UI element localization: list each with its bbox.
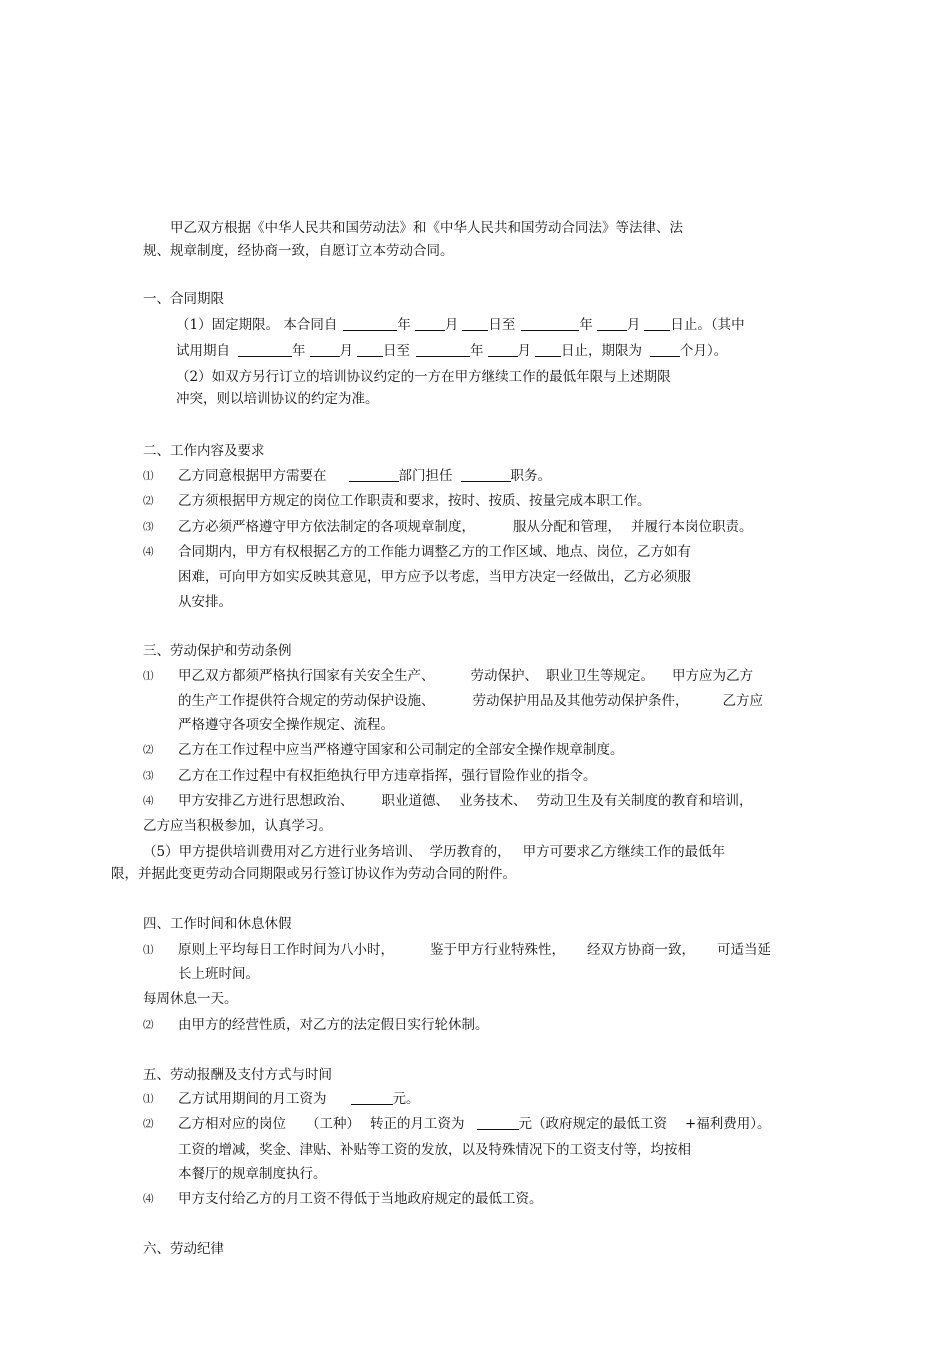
blank-probation-end-month[interactable] (488, 342, 518, 357)
term-fixed-line: （1）固定期限。 本合同自 年 月 日至 年 月 日止。（其中 (176, 317, 745, 333)
pay-item-2-line-3: 本餐厅的规章制度执行。 (178, 1166, 327, 1182)
item-number: ⑴ (143, 944, 154, 956)
work-item-4-line-2: 困难，可向甲方如实反映其意见，甲方应予以考虑，当甲方决定一经做出，乙方必须服 (178, 569, 691, 585)
blank-probation-months[interactable] (650, 342, 680, 357)
item-number: ⑴ (143, 1093, 154, 1105)
item-number: ⑶ (143, 521, 154, 533)
section-heading-term: 一、合同期限 (143, 291, 224, 307)
term-training-line-1: （2）如双方另行订立的培训协议约定的一方在甲方继续工作的最低年限与上述期限 (176, 369, 671, 385)
blank-end-day[interactable] (644, 316, 670, 331)
pay-item-4: 甲方支付给乙方的月工资不得低于当地政府规定的最低工资。 (178, 1191, 543, 1207)
item-number: ⑴ (143, 670, 154, 682)
pay-item-1: 乙方试用期间的月工资为 元。 (178, 1091, 420, 1107)
blank-probation-end-day[interactable] (535, 342, 561, 357)
intro-line-2: 规、规章制度，经协商一致，自愿订立本劳动合同。 (143, 243, 454, 259)
hours-item-2: 由甲方的经营性质，对乙方的法定假日实行轮休制。 (178, 1017, 489, 1033)
protection-item-4-line-2: 乙方应当积极参加，认真学习。 (143, 818, 332, 834)
item-number: ⑵ (143, 1019, 154, 1031)
blank-probation-end-year[interactable] (416, 342, 470, 357)
protection-item-1-line-1: 甲乙双方都须严格执行国家有关安全生产、 劳动保护、 职业卫生等规定。 甲方应为乙方 (178, 668, 753, 684)
protection-item-5-line-1: （5）甲方提供培训费用对乙方进行业务培训、 学历教育的， 甲方可要求乙方继续工作的最低年 (143, 844, 726, 860)
item-number: ⑴ (143, 470, 154, 482)
item-number: ⑵ (143, 744, 154, 756)
intro-line-1: 甲乙双方根据《中华人民共和国劳动法》和《中华人民共和国劳动合同法》等法律、法 (170, 220, 683, 236)
term-training-line-2: 冲突，则以培训协议的约定为准。 (176, 391, 379, 407)
section-heading-protection: 三、劳动保护和劳动条例 (143, 643, 292, 659)
blank-start-month[interactable] (415, 316, 445, 331)
blank-start-day[interactable] (462, 316, 488, 331)
protection-item-5-line-2: 限，并据此变更劳动合同期限或另行签订协议作为劳动合同的附件。 (111, 866, 516, 882)
pay-item-2-line-1: 乙方相对应的岗位 （工种） 转正的月工资为 元（政府规定的最低工资 +福利费用）。 (178, 1116, 771, 1132)
protection-item-1-line-3: 严格遵守各项安全操作规定、流程。 (178, 717, 394, 733)
work-item-3: 乙方必须严格遵守甲方依法制定的各项规章制度， 服从分配和管理， 并履行本岗位职责。 (178, 519, 753, 535)
blank-probation-start-day[interactable] (357, 342, 383, 357)
hours-item-1-line-2: 长上班时间。 (178, 966, 259, 982)
blank-start-year[interactable] (343, 316, 397, 331)
blank-position[interactable] (461, 467, 511, 482)
item-number: ⑶ (143, 770, 154, 782)
protection-item-4-line-1: 甲方安排乙方进行思想政治、 职业道德、 业务技术、 劳动卫生及有关制度的教育和培训， (178, 793, 753, 809)
work-item-4-line-1: 合同期内，甲方有权根据乙方的工作能力调整乙方的工作区域、地点、岗位，乙方如有 (178, 544, 691, 560)
section-heading-work: 二、工作内容及要求 (143, 443, 265, 459)
blank-regular-salary[interactable] (477, 1115, 519, 1130)
blank-probation-salary[interactable] (351, 1090, 393, 1105)
item-number: ⑷ (143, 1193, 154, 1205)
hours-item-1-line-1: 原则上平均每日工作时间为八小时， 鉴于甲方行业特殊性， 经双方协商一致， 可适当延 (178, 942, 771, 958)
protection-item-1-line-2: 的生产工作提供符合规定的劳动保护设施、 劳动保护用品及其他劳动保护条件， 乙方应 (178, 693, 763, 709)
blank-department[interactable] (349, 467, 399, 482)
work-item-1: 乙方同意根据甲方需要在 部门担任 职务。 (178, 468, 551, 484)
protection-item-3: 乙方在工作过程中有权拒绝执行甲方违章指挥，强行冒险作业的指令。 (178, 768, 597, 784)
term-probation-line: 试用期自 年 月 日至 年 月 日止，期限为 个月）。 (176, 343, 728, 359)
section-heading-hours: 四、工作时间和休息休假 (143, 916, 292, 932)
blank-end-month[interactable] (597, 316, 627, 331)
work-item-4-line-3: 从安排。 (178, 594, 232, 610)
blank-probation-start-month[interactable] (310, 342, 340, 357)
item-number: ⑷ (143, 546, 154, 558)
protection-item-2: 乙方在工作过程中应当严格遵守国家和公司制定的全部安全操作规章制度。 (178, 742, 624, 758)
item-number: ⑵ (143, 1118, 154, 1130)
section-heading-discipline: 六、劳动纪律 (143, 1241, 224, 1257)
blank-end-year[interactable] (521, 316, 579, 331)
pay-item-2-line-2: 工资的增减，奖金、津贴、补贴等工资的发放，以及特殊情况下的工资支付等，均按相 (178, 1142, 691, 1158)
item-number: ⑷ (143, 795, 154, 807)
section-heading-pay: 五、劳动报酬及支付方式与时间 (143, 1067, 332, 1083)
work-item-2: 乙方须根据甲方规定的岗位工作职责和要求，按时、按质、按量完成本职工作。 (178, 493, 651, 509)
item-number: ⑵ (143, 495, 154, 507)
blank-probation-start-year[interactable] (238, 342, 292, 357)
hours-weekly-rest: 每周休息一天。 (143, 991, 238, 1007)
